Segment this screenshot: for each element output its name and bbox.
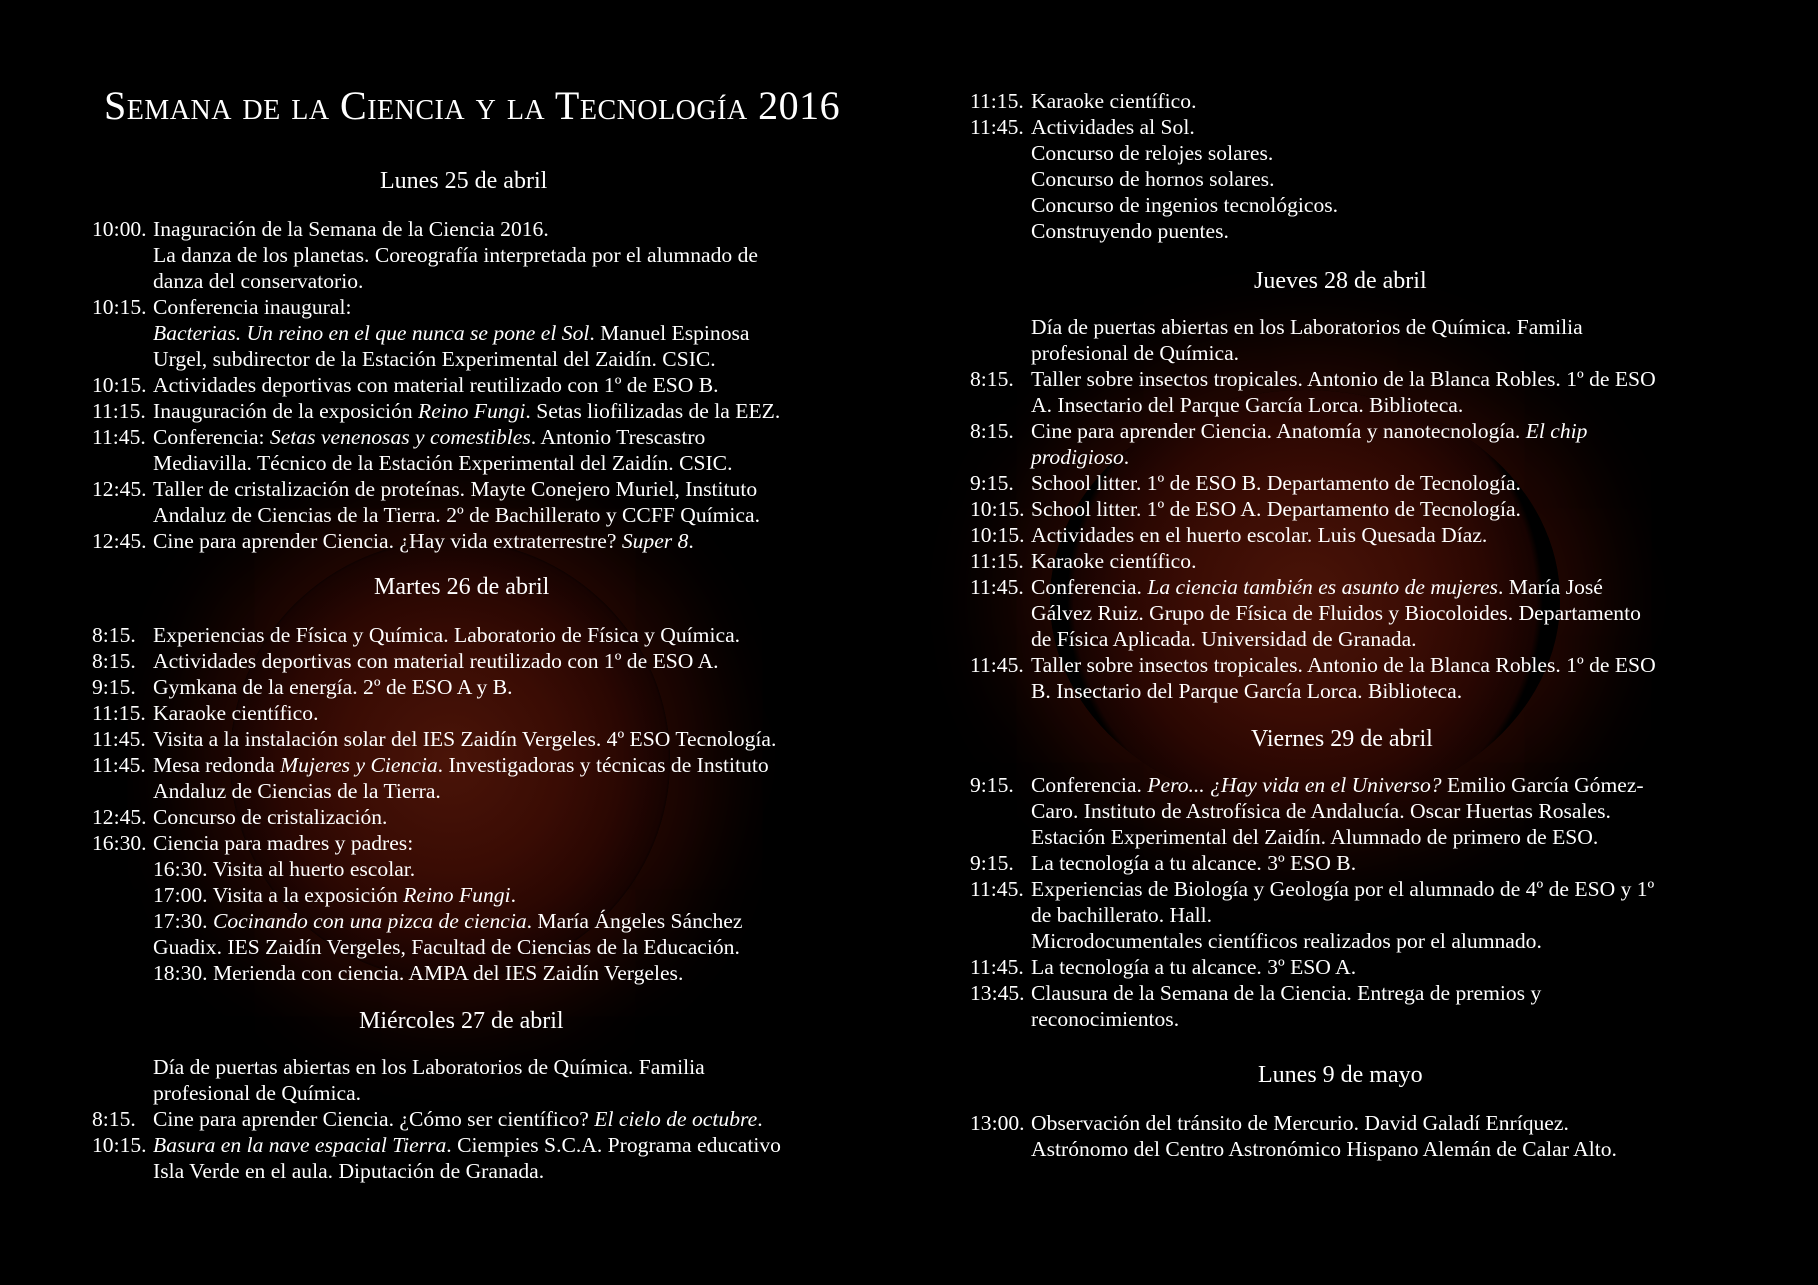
schedule-entry: 10:15. Actividades en el huerto escolar. Luis Quesada Díaz.: [970, 523, 1488, 547]
schedule-entry: 11:45. Experiencias de Biología y Geología por el alumnado de 4º de ESO y 1º de bachillerato. Hall. Microdocumentales científicos realizados por el alumnado.: [970, 877, 1655, 953]
schedule-entry: 8:15. Experiencias de Física y Química. Laboratorio de Física y Química.: [92, 623, 741, 647]
day-heading-miercoles-27: Miércoles 27 de abril: [359, 1008, 564, 1034]
schedule-entry: 9:15. La tecnología a tu alcance. 3º ESO B.: [970, 851, 1357, 875]
schedule-entry: 11:15. Inauguración de la exposición Reino Fungi. Setas liofilizadas de la EEZ.: [92, 399, 781, 423]
schedule-entry: 8:15. Cine para aprender Ciencia. ¿Cómo ser científico? El cielo de octubre.: [92, 1107, 763, 1131]
schedule-entry: 10:15. Conferencia inaugural: Bacterias. Un reino en el que nunca se pone el Sol. Manuel Espinosa Urgel, subdirector de la Estación Experimental del Zaidín. CSIC.: [92, 295, 750, 371]
schedule-entry: 10:00. Inaguración de la Semana de la Ciencia 2016. La danza de los planetas. Coreografía interpretada por el alumnado de danza del conservatorio.: [92, 217, 758, 293]
schedule-entry: 10:15. School litter. 1º de ESO A. Departamento de Tecnología.: [970, 497, 1521, 521]
schedule-entry: 11:45. Taller sobre insectos tropicales. Antonio de la Blanca Robles. 1º de ESO B. Insectario del Parque García Lorca. Biblioteca.: [970, 653, 1656, 703]
schedule-entry: 12:45. Cine para aprender Ciencia. ¿Hay vida extraterrestre? Super 8.: [92, 529, 694, 553]
schedule-entry: 13:00. Observación del tránsito de Mercurio. David Galadí Enríquez. Astrónomo del Centro Astronómico Hispano Alemán de Calar Alto.: [970, 1111, 1617, 1161]
schedule-entry: 11:45. Conferencia. La ciencia también es asunto de mujeres. María José Gálvez Ruiz. Grupo de Física de Fluidos y Biocoloides. Departamento de Física Aplicada. Universidad de Granada.: [970, 575, 1641, 651]
schedule-entry: 12:45. Concurso de cristalización.: [92, 805, 388, 829]
schedule-entry: 8:15. Actividades deportivas con material reutilizado con 1º de ESO A.: [92, 649, 719, 673]
schedule-entry: 11:45. Conferencia: Setas venenosas y comestibles. Antonio Trescastro Mediavilla. Técnico de la Estación Experimental del Zaidín. CSIC.: [92, 425, 733, 475]
schedule-entry: 11:45. Mesa redonda Mujeres y Ciencia. Investigadoras y técnicas de Instituto Andaluz de Ciencias de la Tierra.: [92, 753, 769, 803]
schedule-entry: 13:45. Clausura de la Semana de la Ciencia. Entrega de premios y reconocimientos.: [970, 981, 1542, 1031]
schedule-entry: 11:15. Karaoke científico.: [970, 549, 1197, 573]
schedule-entry: 10:15. Basura en la nave espacial Tierra. Ciempies S.C.A. Programa educativo Isla Verde en el aula. Diputación de Granada.: [92, 1133, 781, 1183]
day-heading-lunes-9-mayo: Lunes 9 de mayo: [1258, 1062, 1423, 1088]
day-heading-jueves-28: Jueves 28 de abril: [1254, 268, 1427, 294]
schedule-entry: 9:15. School litter. 1º de ESO B. Departamento de Tecnología.: [970, 471, 1521, 495]
schedule-entry: 11:15. Karaoke científico.: [92, 701, 319, 725]
day-heading-martes-26: Martes 26 de abril: [374, 574, 550, 600]
schedule-entry: 11:15. Karaoke científico.: [970, 89, 1197, 113]
schedule-entry: 11:45. Visita a la instalación solar del IES Zaidín Vergeles. 4º ESO Tecnología.: [92, 727, 777, 751]
schedule-entry: 12:45. Taller de cristalización de proteínas. Mayte Conejero Muriel, Instituto Andaluz de Ciencias de la Tierra. 2º de Bachillerato y CCFF Química.: [92, 477, 760, 527]
schedule-entry: 10:15. Actividades deportivas con material reutilizado con 1º de ESO B.: [92, 373, 719, 397]
schedule-entry: Día de puertas abiertas en los Laboratorios de Química. Familia profesional de Química.: [153, 1055, 705, 1105]
schedule-entry: 8:15. Cine para aprender Ciencia. Anatomía y nanotecnología. El chip prodigioso.: [970, 419, 1588, 469]
schedule-entry: Día de puertas abiertas en los Laboratorios de Química. Familia profesional de Química.: [1031, 315, 1583, 365]
schedule-entry: 11:45. Actividades al Sol. Concurso de relojes solares. Concurso de hornos solares. Concurso de ingenios tecnológicos. Construyendo puentes.: [970, 115, 1339, 243]
schedule-entry: 9:15. Gymkana de la energía. 2º de ESO A y B.: [92, 675, 513, 699]
schedule-entry: 16:30. Ciencia para madres y padres: 16:30. Visita al huerto escolar. 17:00. Visita a la exposición Reino Fungi. 17:30. Cocinando con una pizca de ciencia. María Ángeles Sánchez Guadix. IES Zaidín Vergeles, Facultad de Ciencias de la Educación. 18:30. Merienda con ciencia. AMPA del IES Zaidín Vergeles.: [92, 831, 743, 985]
day-heading-lunes-25: Lunes 25 de abril: [380, 168, 548, 194]
page-title: Semana de la Ciencia y la Tecnología 2016: [104, 83, 841, 128]
schedule-entry: 11:45. La tecnología a tu alcance. 3º ESO A.: [970, 955, 1357, 979]
day-heading-viernes-29: Viernes 29 de abril: [1251, 726, 1433, 752]
schedule-entry: 8:15. Taller sobre insectos tropicales. Antonio de la Blanca Robles. 1º de ESO A. Insectario del Parque García Lorca. Biblioteca.: [970, 367, 1656, 417]
schedule-entry: 9:15. Conferencia. Pero... ¿Hay vida en el Universo? Emilio García Gómez- Caro. Instituto de Astrofísica de Andalucía. Oscar Huertas Rosales. Estación Experimental del Zaidín. Alumnado de primero de ESO.: [970, 773, 1644, 849]
